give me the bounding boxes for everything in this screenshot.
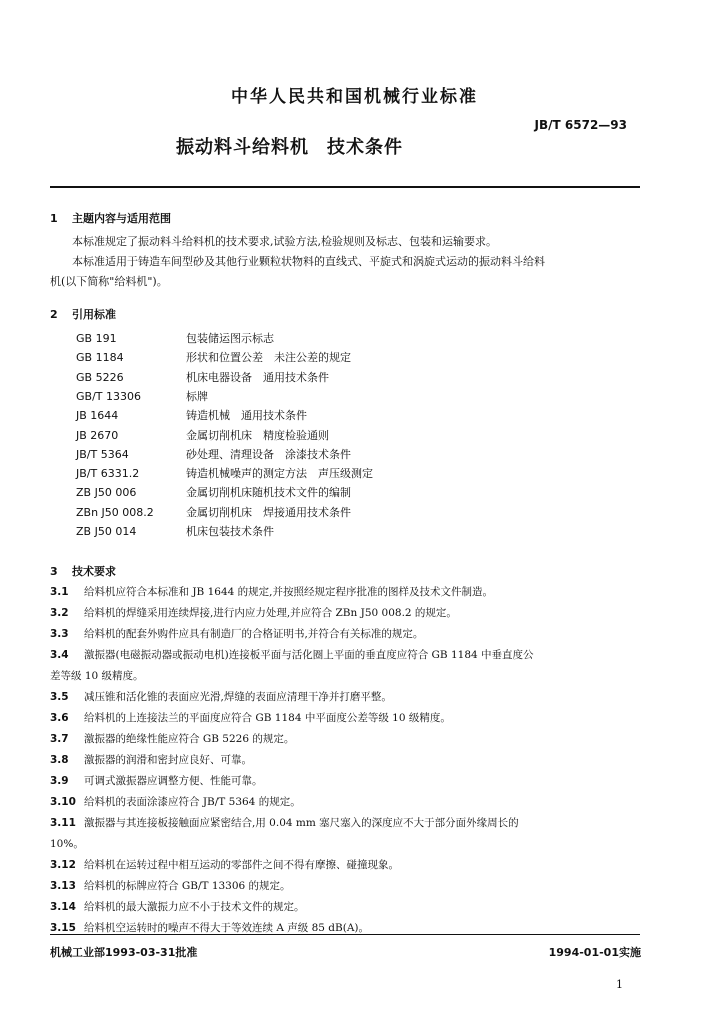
section-title: 引用标准 — [72, 308, 116, 321]
reference-name: 机床电器设备 通用技术条件 — [186, 370, 329, 384]
requirement-item — [50, 708, 642, 729]
reference-name: 金属切削机床随机技术文件的编制 — [186, 486, 351, 500]
section-1-body — [50, 232, 642, 292]
reference-code: ZBn J50 008.2 — [76, 505, 154, 519]
requirement-item-continued — [50, 834, 642, 855]
reference-code: JB 1644 — [76, 409, 119, 423]
reference-item — [76, 504, 351, 520]
reference-name: 标牌 — [186, 389, 208, 403]
reference-item — [76, 427, 329, 443]
item-text: 给料机的上连接法兰的平面度应符合 GB 1184 中平面度公差等级 10 级精度。 — [84, 712, 451, 724]
reference-code: GB 5226 — [76, 370, 124, 384]
section-2-heading — [50, 306, 116, 322]
item-number: 3.15 — [50, 922, 76, 934]
reference-code: JB 2670 — [76, 428, 119, 442]
item-number: 3.5 — [50, 691, 69, 703]
reference-name: 形状和位置公差 未注公差的规定 — [186, 351, 351, 365]
requirement-item — [50, 624, 642, 645]
reference-code: GB/T 13306 — [76, 389, 141, 403]
item-text: 激振器与其连接板接触面应紧密结合,用 0.04 mm 塞尺塞入的深度应不大于部分面外缘周长的 — [84, 817, 519, 829]
reference-code: GB 1184 — [76, 351, 124, 365]
reference-item — [76, 349, 351, 365]
requirements-list — [50, 582, 642, 939]
reference-item — [76, 330, 274, 346]
reference-item — [76, 369, 329, 385]
item-text: 给料机的最大激振力应不小于技术文件的规定。 — [84, 901, 305, 913]
requirement-item — [50, 876, 642, 897]
page-number: 1 — [616, 978, 623, 991]
item-number: 3.6 — [50, 712, 69, 724]
reference-item — [76, 465, 373, 481]
item-text: 给料机的表面涂漆应符合 JB/T 5364 的规定。 — [84, 796, 301, 808]
section-number: 1 — [50, 212, 58, 225]
item-number: 3.9 — [50, 775, 69, 787]
paragraph: 本标准适用于铸造车间型砂及其他行业颗粒状物料的直线式、平旋式和涡旋式运动的振动料斗给料 — [72, 255, 545, 268]
item-text: 给料机在运转过程中相互运动的零部件之间不得有摩擦、碰撞现象。 — [84, 859, 399, 871]
title-sub: 技术条件 — [327, 137, 403, 158]
footer-rule — [50, 934, 640, 935]
issuing-organization: 中华人民共和国机械行业标准 — [231, 87, 478, 107]
section-number: 2 — [50, 308, 58, 321]
reference-code: GB 191 — [76, 332, 117, 345]
item-text: 可调式激振器应调整方便、性能可靠。 — [84, 775, 263, 787]
item-number: 3.11 — [50, 817, 76, 829]
item-number: 3.12 — [50, 859, 76, 871]
paragraph-continued: 机(以下简称"给料机")。 — [50, 275, 168, 288]
requirement-item — [50, 687, 642, 708]
item-text: 10%。 — [50, 838, 84, 850]
item-text: 给料机的焊缝采用连续焊接,进行内应力处理,并应符合 ZBn J50 008.2 的规定。 — [84, 607, 457, 619]
reference-name: 砂处理、清理设备 涂漆技术条件 — [186, 447, 351, 461]
document-title — [176, 133, 403, 159]
requirement-item — [50, 813, 642, 834]
reference-name: 铸造机械 通用技术条件 — [186, 409, 307, 423]
item-number: 3.4 — [50, 649, 69, 661]
requirement-item — [50, 918, 642, 939]
item-number: 3.2 — [50, 607, 69, 619]
item-text: 激振器的润滑和密封应良好、可靠。 — [84, 754, 252, 766]
reference-item — [76, 484, 351, 500]
item-number: 3.8 — [50, 754, 69, 766]
section-number: 3 — [50, 565, 58, 578]
item-text: 激振器(电磁振动器或振动电机)连接板平面与活化圈上平面的垂直度应符合 GB 1184 中垂直度公 — [84, 649, 534, 661]
approval-date: 机械工业部1993-03-31批准 — [50, 946, 198, 959]
item-text: 给料机的配套外购件应具有制造厂的合格证明书,并符合有关标准的规定。 — [84, 628, 424, 640]
item-number: 3.1 — [50, 586, 69, 598]
header-rule — [50, 186, 640, 188]
reference-item — [76, 446, 351, 462]
standard-code: JB/T 6572—93 — [534, 118, 627, 132]
item-number: 3.14 — [50, 901, 76, 913]
section-1-heading — [50, 210, 171, 226]
reference-code: JB/T 6331.2 — [76, 467, 140, 481]
title-main: 振动料斗给料机 — [176, 137, 309, 158]
effective-date: 1994-01-01实施 — [548, 946, 641, 959]
item-text: 给料机的标牌应符合 GB/T 13306 的规定。 — [84, 880, 291, 892]
item-number: 3.13 — [50, 880, 76, 892]
reference-name: 金属切削机床 焊接通用技术条件 — [186, 505, 351, 519]
reference-code: JB/T 5364 — [76, 447, 129, 461]
reference-item — [76, 407, 307, 423]
requirement-item — [50, 603, 642, 624]
item-text: 给料机空运转时的噪声不得大于等效连续 A 声级 85 dB(A)。 — [84, 922, 370, 934]
requirement-item — [50, 897, 642, 918]
reference-code: ZB J50 014 — [76, 525, 137, 538]
reference-name: 机床包装技术条件 — [186, 525, 274, 538]
requirement-item — [50, 792, 642, 813]
reference-item — [76, 523, 274, 539]
section-title: 技术要求 — [72, 565, 116, 578]
requirement-item — [50, 645, 642, 666]
item-number: 3.3 — [50, 628, 69, 640]
reference-item — [76, 388, 208, 404]
reference-name: 包装储运图示标志 — [186, 332, 274, 345]
item-number: 3.10 — [50, 796, 76, 808]
reference-name: 金属切削机床 精度检验通则 — [186, 428, 329, 442]
item-text: 给料机应符合本标准和 JB 1644 的规定,并按照经规定程序批准的图样及技术文件制造。 — [84, 586, 493, 598]
item-text: 激振器的绝缘性能应符合 GB 5226 的规定。 — [84, 733, 295, 745]
section-3-heading — [50, 563, 116, 579]
requirement-item-continued — [50, 666, 642, 687]
item-number: 3.7 — [50, 733, 69, 745]
paragraph: 本标准规定了振动料斗给料机的技术要求,试验方法,检验规则及标志、包装和运输要求。 — [72, 235, 497, 248]
reference-code: ZB J50 006 — [76, 486, 137, 500]
requirement-item — [50, 771, 642, 792]
item-text: 减压锥和活化锥的表面应光滑,焊缝的表面应清理干净并打磨平整。 — [84, 691, 392, 703]
section-title: 主题内容与适用范围 — [72, 212, 171, 225]
requirement-item — [50, 855, 642, 876]
requirement-item — [50, 729, 642, 750]
item-text: 差等级 10 级精度。 — [50, 670, 144, 682]
requirement-item — [50, 750, 642, 771]
reference-name: 铸造机械噪声的测定方法 声压级测定 — [186, 467, 373, 481]
requirement-item — [50, 582, 642, 603]
